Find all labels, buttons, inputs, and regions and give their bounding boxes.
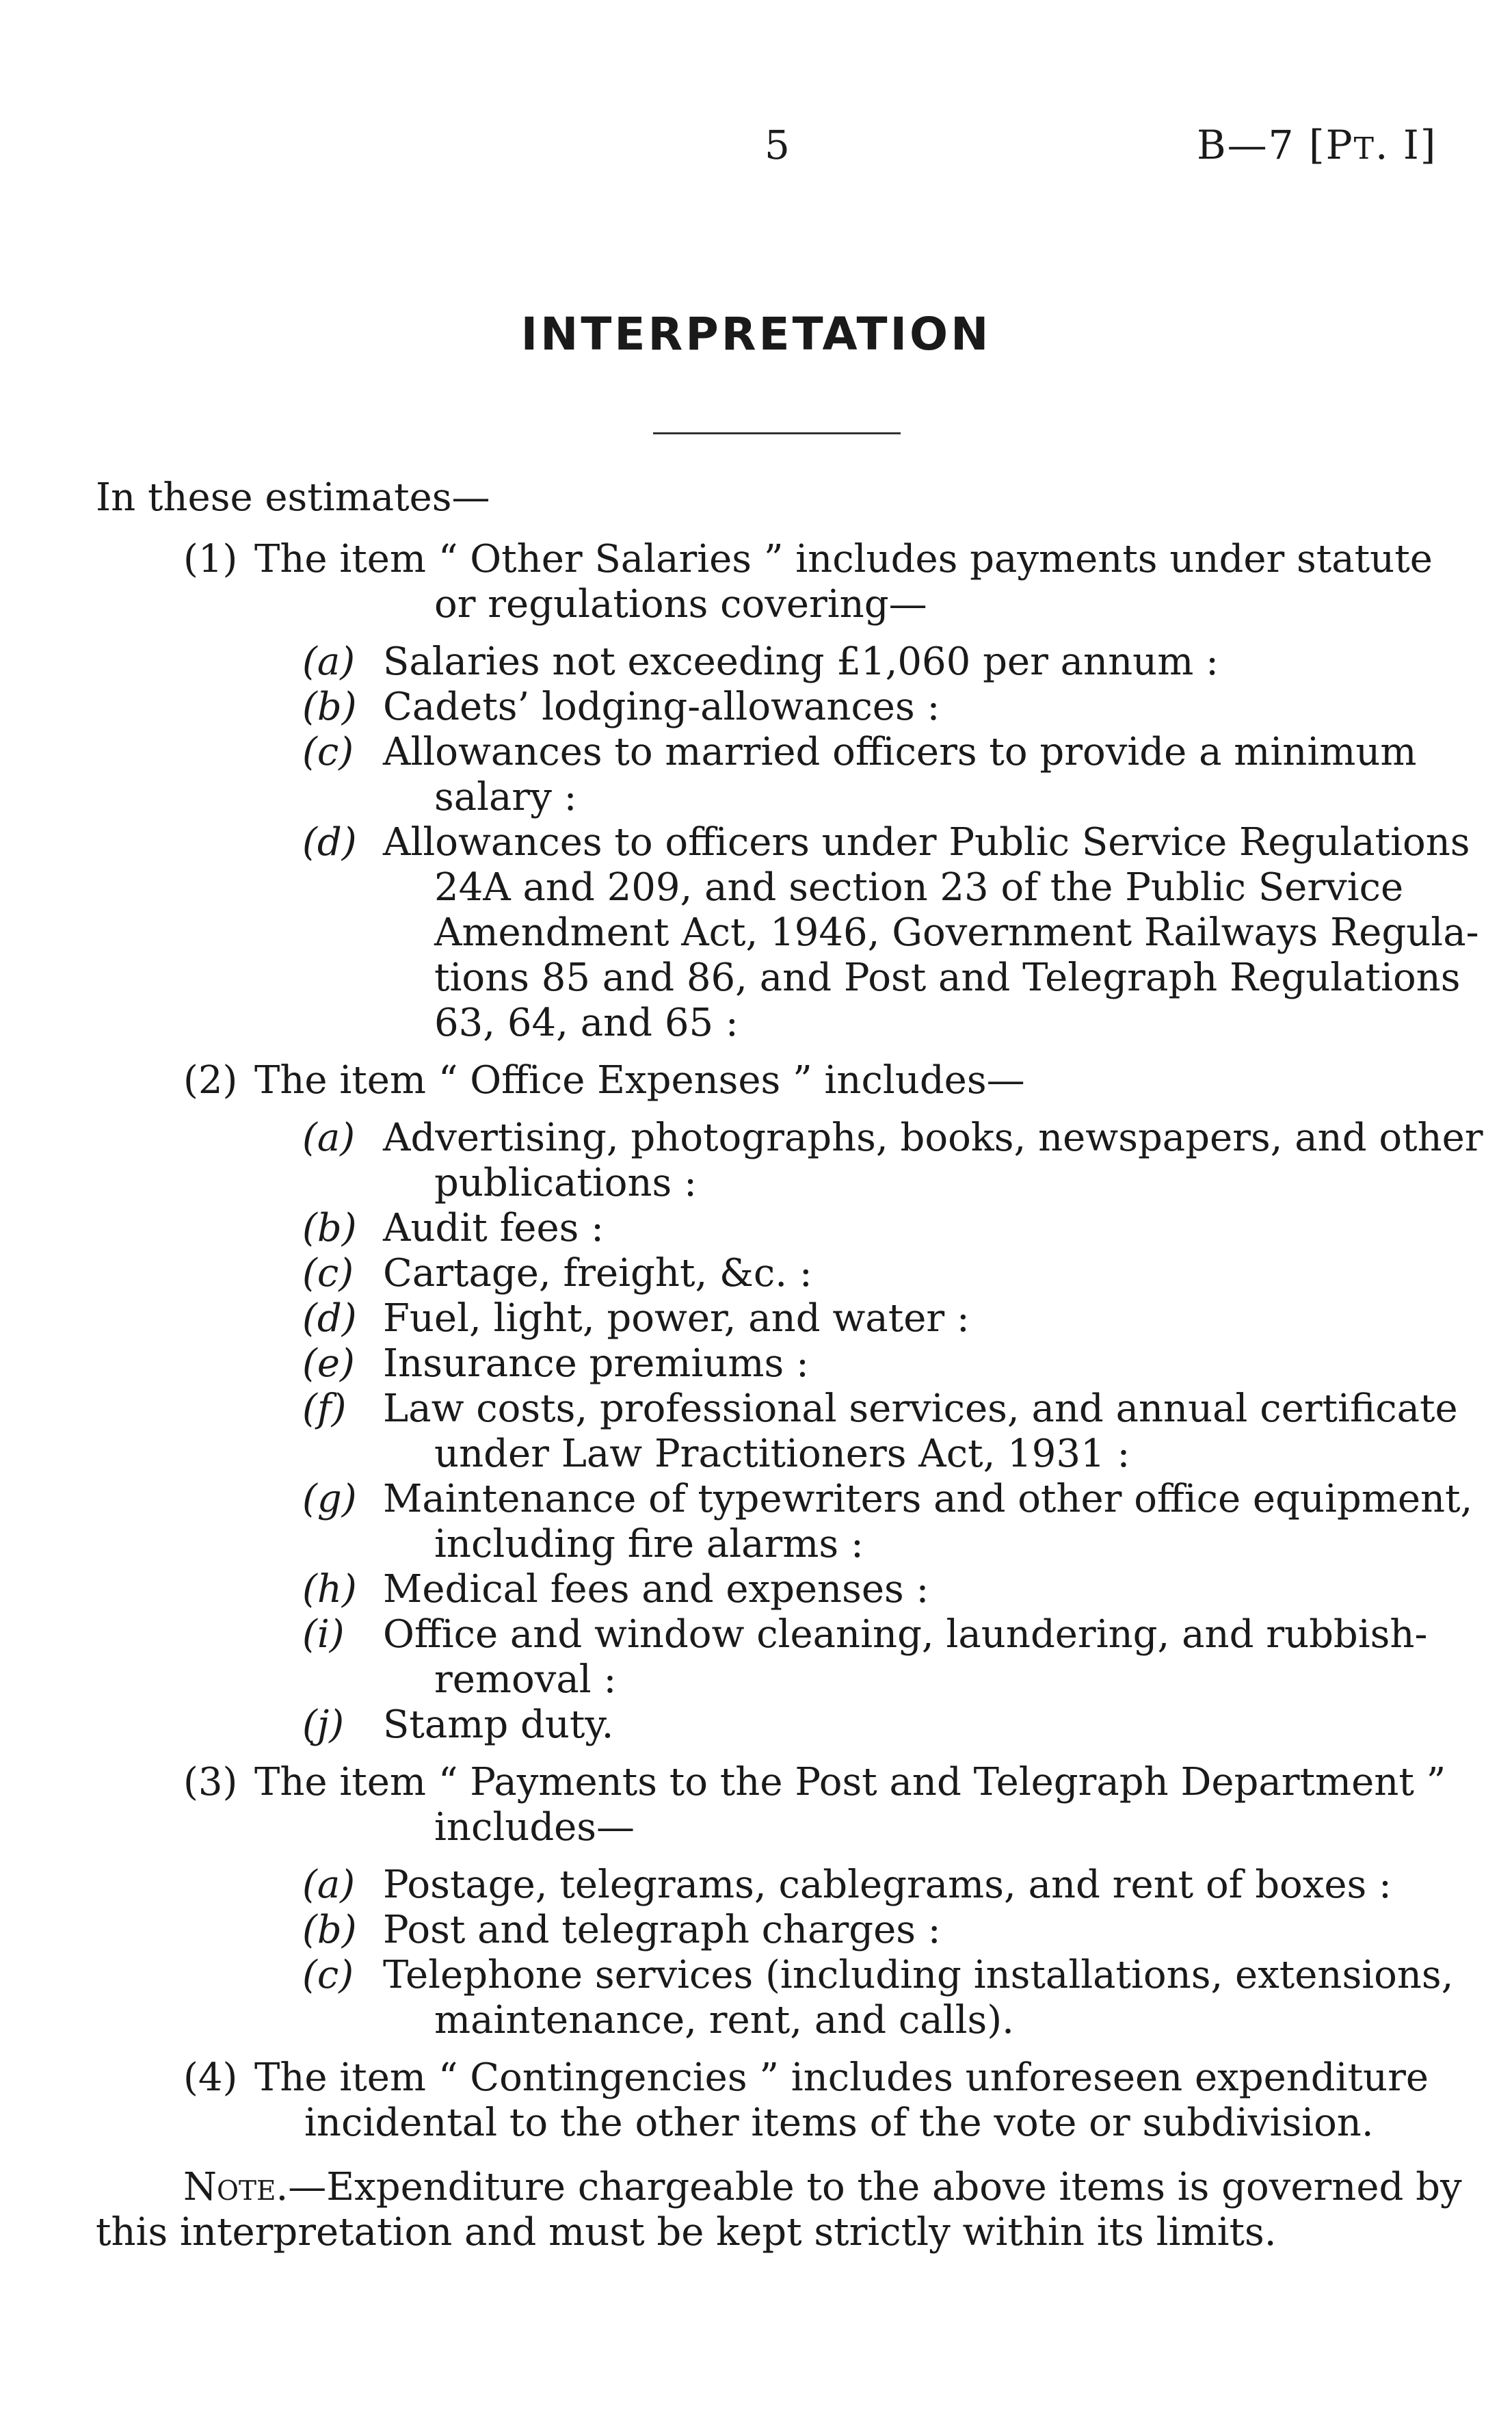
item-2c-line-1: Cartage, freight, &c. : xyxy=(383,1251,812,1296)
item-2g-label: (g) xyxy=(302,1477,357,1521)
item-1d-line-5: 63, 64, and 65 : xyxy=(434,1001,739,1045)
note-text-1: —Expenditure chargeable to the above items is governed by xyxy=(288,2165,1462,2209)
section-3-label: (3) xyxy=(183,1760,238,1804)
item-3b-line-1: Post and telegraph charges : xyxy=(383,1908,941,1952)
section-3-line-2: includes— xyxy=(434,1805,635,1850)
item-2g-line-2: including fire alarms : xyxy=(434,1522,864,1566)
item-1c-label: (c) xyxy=(302,730,354,774)
doc-ref-small-caps: T xyxy=(1353,131,1375,166)
item-1b-line-1: Cadets’ lodging-allowances : xyxy=(383,685,940,729)
item-2h-line-1: Medical fees and expenses : xyxy=(383,1567,929,1612)
item-2g-line-1: Maintenance of typewriters and other office equipment, xyxy=(383,1477,1473,1521)
intro-text: In these estimates— xyxy=(96,475,490,520)
section-4-line-2: incidental to the other items of the vote or subdivision. xyxy=(304,2101,1374,2145)
item-2i-line-1: Office and window cleaning, laundering, and rubbish- xyxy=(383,1612,1428,1657)
section-3-line-1: The item “ Payments to the Post and Telegraph Department ” xyxy=(254,1760,1446,1804)
item-2h-label: (h) xyxy=(302,1567,357,1612)
item-2f-label: (f) xyxy=(302,1387,347,1431)
section-1-label: (1) xyxy=(183,537,238,581)
item-2i-line-2: removal : xyxy=(434,1657,617,1702)
item-2a-label: (a) xyxy=(302,1116,356,1160)
item-1d-line-1: Allowances to officers under Public Service Regulations xyxy=(383,820,1470,865)
item-1d-line-2: 24A and 209, and section 23 of the Public Service xyxy=(434,865,1404,910)
section-4-line-1: The item “ Contingencies ” includes unforeseen expenditure xyxy=(254,2055,1429,2100)
item-3a-line-1: Postage, telegrams, cablegrams, and rent of boxes : xyxy=(383,1863,1392,1907)
page-title: INTERPRETATION xyxy=(520,308,992,360)
item-2b-label: (b) xyxy=(302,1206,357,1250)
item-1d-line-4: tions 85 and 86, and Post and Telegraph Regulations xyxy=(434,956,1461,1000)
item-3c-line-1: Telephone services (including installations, extensions, xyxy=(383,1953,1454,1997)
item-1a-label: (a) xyxy=(302,640,356,684)
item-2c-label: (c) xyxy=(302,1251,354,1296)
item-1d-label: (d) xyxy=(302,820,357,865)
item-1c-line-2: salary : xyxy=(434,775,577,819)
item-3c-line-2: maintenance, rent, and calls). xyxy=(434,1998,1014,2042)
item-2d-line-1: Fuel, light, power, and water : xyxy=(383,1296,970,1341)
item-2d-label: (d) xyxy=(302,1296,357,1341)
doc-ref-end: . I] xyxy=(1375,122,1437,168)
title-rule xyxy=(653,432,901,434)
section-2-label: (2) xyxy=(183,1058,238,1103)
item-2a-line-2: publications : xyxy=(434,1161,697,1205)
section-1-line-1: The item “ Other Salaries ” includes payments under statute xyxy=(254,537,1433,581)
item-2j-line-1: Stamp duty. xyxy=(383,1703,614,1747)
item-2e-line-1: Insurance premiums : xyxy=(383,1341,809,1386)
page-number: 5 xyxy=(765,122,790,168)
document-reference xyxy=(1197,122,1437,168)
item-2e-label: (e) xyxy=(302,1341,355,1386)
item-2f-line-2: under Law Practitioners Act, 1931 : xyxy=(434,1432,1130,1476)
item-2b-line-1: Audit fees : xyxy=(383,1206,604,1250)
section-4-label: (4) xyxy=(183,2055,238,2100)
note-line-2: this interpretation and must be kept strictly within its limits. xyxy=(96,2210,1277,2255)
item-2j-label: (j) xyxy=(302,1703,345,1747)
item-3c-label: (c) xyxy=(302,1953,354,1997)
item-3b-label: (b) xyxy=(302,1908,357,1952)
section-1-line-2: or regulations covering— xyxy=(434,582,927,627)
item-2i-label: (i) xyxy=(302,1612,345,1657)
item-2f-line-1: Law costs, professional services, and annual certificate xyxy=(383,1387,1458,1431)
item-1a-line-1: Salaries not exceeding £1,060 per annum : xyxy=(383,640,1219,684)
item-1b-label: (b) xyxy=(302,685,357,729)
note-line-1 xyxy=(183,2165,1462,2209)
item-3a-label: (a) xyxy=(302,1863,356,1907)
note-lead: Note. xyxy=(183,2165,289,2209)
item-1c-line-1: Allowances to married officers to provide a minimum xyxy=(383,730,1417,774)
item-1d-line-3: Amendment Act, 1946, Government Railways Regula- xyxy=(434,910,1479,955)
doc-ref-main: B—7 [P xyxy=(1197,122,1354,168)
section-2-line-1: The item “ Office Expenses ” includes— xyxy=(254,1058,1025,1103)
item-2a-line-1: Advertising, photographs, books, newspapers, and other xyxy=(383,1116,1483,1160)
